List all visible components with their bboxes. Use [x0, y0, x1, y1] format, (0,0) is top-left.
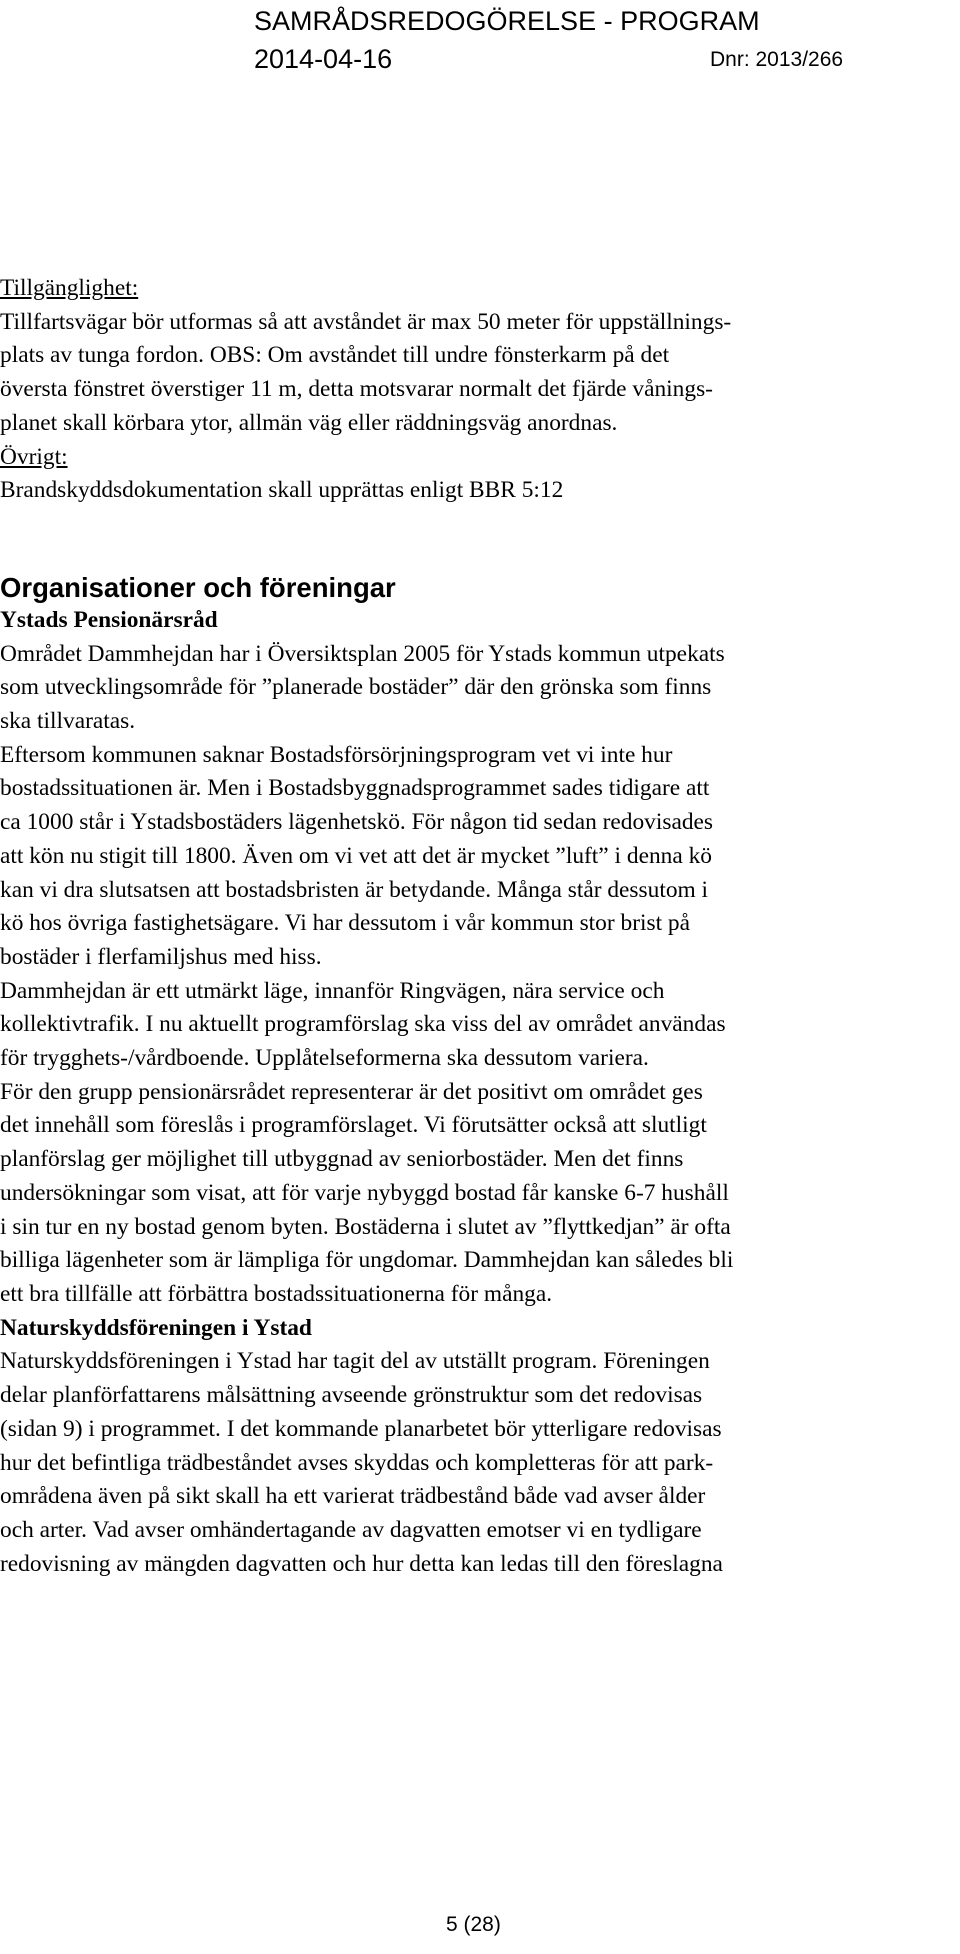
- document-date: 2014-04-16: [254, 44, 393, 74]
- text-line: Naturskyddsföreningen i Ystad har tagit del av utställt program. Föreningen: [0, 1348, 710, 1375]
- text-line: Brandskyddsdokumentation skall upprättas enligt BBR 5:12: [0, 477, 564, 504]
- pensionarsrad-paragraph-4: [0, 1076, 960, 1312]
- pensionarsrad-paragraph-2: [0, 739, 960, 975]
- text-line: ca 1000 står i Ystadsbostäders lägenhetskö. För någon tid sedan redovisades: [0, 809, 714, 836]
- text-line: kö hos övriga fastighetsägare. Vi har dessutom i vår kommun stor brist på: [0, 910, 691, 937]
- text-line: ett bra tillfälle att förbättra bostadssituationerna för många.: [0, 1280, 553, 1307]
- accessibility-label: Tillgänglighet:: [0, 275, 139, 301]
- text-line: som utvecklingsområde för ”planerade bostäder” där den grönska som finns: [0, 674, 712, 701]
- text-line: översta fönstret överstiger 11 m, detta motsvarar normalt det fjärde vånings-: [0, 376, 713, 403]
- text-line: plats av tunga fordon. OBS: Om avståndet till undre fönsterkarm på det: [0, 342, 670, 369]
- text-line: kan vi dra slutsatsen att bostadsbristen är betydande. Många står dessutom i: [0, 876, 709, 903]
- text-line: kollektivtrafik. I nu aktuellt programförslag ska viss del av området användas: [0, 1011, 726, 1038]
- text-line: i sin tur en ny bostad genom byten. Bostäderna i slutet av ”flyttkedjan” är ofta: [0, 1213, 731, 1240]
- text-line: billiga lägenheter som är lämpliga för ungdomar. Dammhejdan kan således bli: [0, 1247, 734, 1274]
- other-section: [0, 441, 960, 508]
- text-line: Tillfartsvägar bör utformas så att avståndet är max 50 meter för uppställnings-: [0, 308, 732, 335]
- text-line: och arter. Vad avser omhändertagande av dagvatten emotser vi en tydligare: [0, 1516, 702, 1543]
- accessibility-section: [0, 272, 960, 441]
- text-line: att kön nu stigit till 1800. Även om vi vet att det är mycket ”luft” i denna kö: [0, 842, 712, 869]
- text-line: områdena även på sikt skall ha ett varierat trädbestånd både vad avser ålder: [0, 1483, 706, 1510]
- text-line: det innehåll som föreslås i programförslaget. Vi förutsätter också att slutligt: [0, 1112, 707, 1139]
- organization-name: Naturskyddsföreningen i Ystad: [0, 1314, 312, 1341]
- text-line: Eftersom kommunen saknar Bostadsförsörjningsprogram vet vi inte hur: [0, 741, 673, 768]
- text-line: undersökningar som visat, att för varje nybyggd bostad får kanske 6-7 hushåll: [0, 1179, 729, 1206]
- text-line: planet skall körbara ytor, allmän väg eller räddningsväg anordnas.: [0, 409, 618, 436]
- organization-name: Ystads Pensionärsråd: [0, 606, 218, 633]
- document-registration-number: Dnr: 2013/266: [710, 48, 844, 71]
- text-line: ska tillvaratas.: [0, 708, 136, 735]
- text-line: för trygghets-/vårdboende. Upplåtelseformerna ska dessutom variera.: [0, 1045, 649, 1072]
- section-heading: Organisationer och föreningar: [0, 571, 396, 603]
- naturskydd-paragraph-1: [0, 1312, 960, 1582]
- text-line: delar planförfattarens målsättning avseende grönstruktur som det redovisas: [0, 1382, 703, 1409]
- text-line: redovisning av mängden dagvatten och hur detta kan ledas till den föreslagna: [0, 1550, 723, 1577]
- text-line: bostäder i flerfamiljshus med hiss.: [0, 943, 322, 970]
- text-line: (sidan 9) i programmet. I det kommande planarbetet bör ytterligare redovisas: [0, 1415, 722, 1442]
- text-line: För den grupp pensionärsrådet representerar är det positivt om området ges: [0, 1078, 703, 1105]
- text-line: hur det befintliga trädbeståndet avses skyddas och kompletteras för att park-: [0, 1449, 714, 1476]
- document-body: [0, 272, 960, 1581]
- text-line: planförslag ger möjlighet till utbyggnad av seniorbostäder. Men det finns: [0, 1146, 684, 1173]
- page-number: 5 (28): [446, 1913, 501, 1936]
- text-line: Området Dammhejdan har i Översiktsplan 2005 för Ystads kommun utpekats: [0, 640, 725, 667]
- pensionarsrad-paragraph-1: [0, 604, 960, 739]
- text-line: Dammhejdan är ett utmärkt läge, innanför Ringvägen, nära service och: [0, 977, 665, 1004]
- text-line: bostadssituationen är. Men i Bostadsbyggnadsprogrammet sades tidigare att: [0, 775, 710, 802]
- other-label: Övrigt:: [0, 443, 68, 470]
- document-type-title: SAMRÅDSREDOGÖRELSE - PROGRAM: [254, 6, 760, 36]
- pensionarsrad-paragraph-3: [0, 975, 960, 1076]
